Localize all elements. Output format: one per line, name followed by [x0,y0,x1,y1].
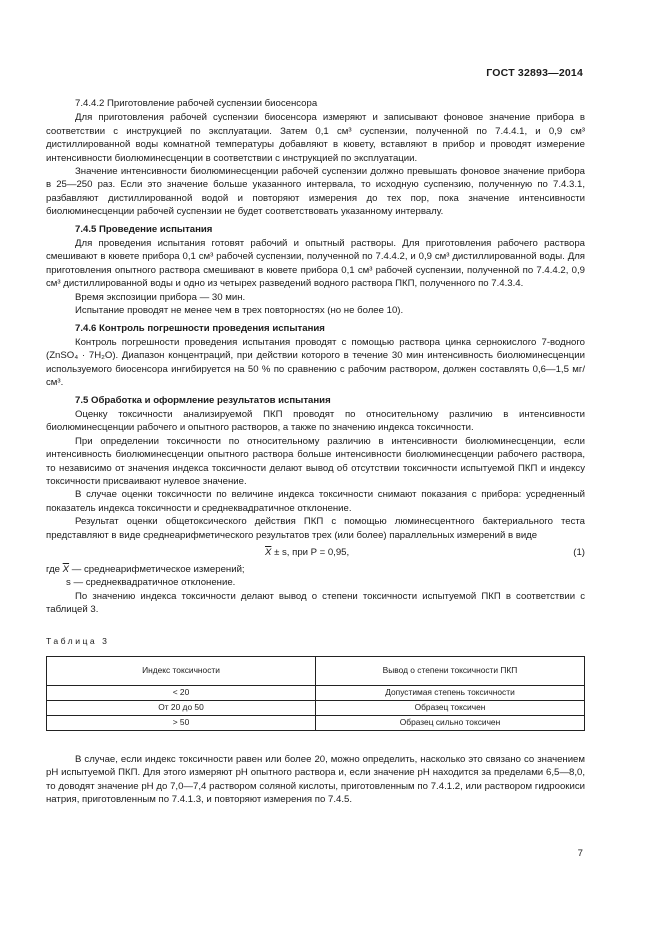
table-header-cell: Индекс токсичности [47,657,316,686]
table-row [47,701,585,716]
table-cell: < 20 [47,686,316,701]
section-75-paragraph-4: Результат оценки общетоксического действия ПКП с помощью люминесцентного бактериального теста представляют в виде среднеарифметического результатов трех (или более) параллельных измерений в виде [46,516,585,541]
formula-legend-x: где $\overline{X}$ — среднеарифметическое измерений; [46,564,245,575]
section-75-paragraph-3: В случае оценки токсичности по величине индекса токсичности снимают показания с прибора: усредненный показатель индекса токсичности и среднеквадратичное отклонение. [46,489,585,514]
formula-legend-s: s — среднеквадратичное отклонение. [66,577,236,589]
document-body [46,96,585,807]
table-header-cell: Вывод о степени токсичности ПКП [316,657,585,686]
section-75-paragraph-1: Оценку токсичности анализируемой ПКП проводят по относительному различию в интенсивности биолюминесценции рабочего и опытного растворов, а также по значению индекса токсичности. [46,408,585,434]
section-746-paragraph-1: Контроль погрешности проведения испытания проводят с помощью раствора цинка сернокислого 7-водного (ZnSO₄ · 7H₂O). Диапазон концентраций, при действии которого в течение 30 мин интенсивность биолюминесценции используемого биосенсора ингибируется на 50 % по сравнению с рабочим раствором, должен составлять 0,6—1,5 мг/см³. [46,336,585,389]
section-75-paragraph-2: При определении токсичности по относительному различию в интенсивности биолюминесценции, если интенсивность биолюминесценции опытного раствора больше интенсивности биолюминесценции рабочего раствора, то независимо от значения индекса токсичности делают вывод об отсутствии токсичности испытуемой ПКП и индексу токсичности присваивают нулевое значение. [46,435,585,487]
table-row [47,716,585,731]
table-cell: Образец сильно токсичен [316,716,585,731]
table-cell: > 50 [47,716,316,731]
section-75-paragraph-5: По значению индекса токсичности делают вывод о степени токсичности испытуемой ПКП в соответствии с таблицей 3. [46,590,585,616]
final-paragraph: В случае, если индекс токсичности равен или более 20, можно определить, насколько это связано со значением pH испытуемой ПКП. Для этого измеряют pH опытного раствора и, если значение pH находится за пределами 6,5—8,0, то доводят значение pH до 7,0—7,4 раствором соляной кислоты, приготовленным по 7.4.1.2, или раствором гидроокиси натрия, приготовленным по 7.4.1.3, и повторяют измерения по 7.4.5. [46,754,585,806]
section-7442-heading: 7.4.4.2 Приготовление рабочей суспензии биосенсора [75,98,318,109]
toxicity-table [46,656,585,731]
formula-expression: $\overline{X} \pm s$, при P = 0,95, [265,547,350,558]
table-cell: От 20 до 50 [47,701,316,716]
formula-1 [46,545,585,561]
section-745-paragraph-1: Для проведения испытания готовят рабочий и опытный растворы. Для приготовления рабочего раствора смешивают в кювете прибора 0,1 см³ рабочей суспензии, полученной по 7.4.4.2, и 0,9 см³ дистиллированной воды. Для приготовления опытного раствора смешивают в кювете прибора 0,1 см³ рабочей суспензии, полученной по 7.4.4.2, 0,9 см³ дистиллированной воды и одно из четырех разведений водного раствора ПКП, полученного по 7.4.3.4. [46,238,585,290]
page-number: 7 [577,848,583,859]
section-7442-paragraph-1: Для приготовления рабочей суспензии биосенсора измеряют и записывают фоновое значение прибора в соответствии с инструкцией по эксплуатации. Затем 0,1 см³ суспензии, полученной по 7.4.4.1, и 0,9 см³ дистиллированной воды комнатной температуры добавляют в кювету, вставляют в прибор и проводят измерение интенсивности биолюминесценции в соответствии с инструкцией по эксплуатации. [46,112,585,164]
table-row [47,686,585,701]
table-header-row [47,657,585,686]
table-cell: Образец токсичен [316,701,585,716]
section-75-heading: 7.5 Обработка и оформление результатов испытания [75,394,331,406]
section-746-heading: 7.4.6 Контроль погрешности проведения испытания [75,322,325,334]
table-caption: Таблица 3 [46,635,110,646]
section-745-heading: 7.4.5 Проведение испытания [75,223,213,235]
section-7442-paragraph-2: Значение интенсивности биолюминесценции рабочей суспензии должно превышать фоновое значение прибора в 25—250 раз. Если это значение больше указанного интервала, то исходную суспензию, полученную по 7.4.3.1, разбавляют дистиллированной водой и повторяют измерения до тех пор, пока значение интенсивности биолюминесценции рабочей суспензии не будет соответствовать указанному интервалу. [46,166,585,218]
table-cell: Допустимая степень токсичности [316,686,585,701]
document-id: ГОСТ 32893—2014 [486,67,583,79]
formula-number: (1) [573,547,585,558]
section-745-paragraph-2: Время экспозиции прибора — 30 мин. [75,291,246,303]
section-745-paragraph-3: Испытание проводят не менее чем в трех повторностях (но не более 10). [75,305,404,317]
